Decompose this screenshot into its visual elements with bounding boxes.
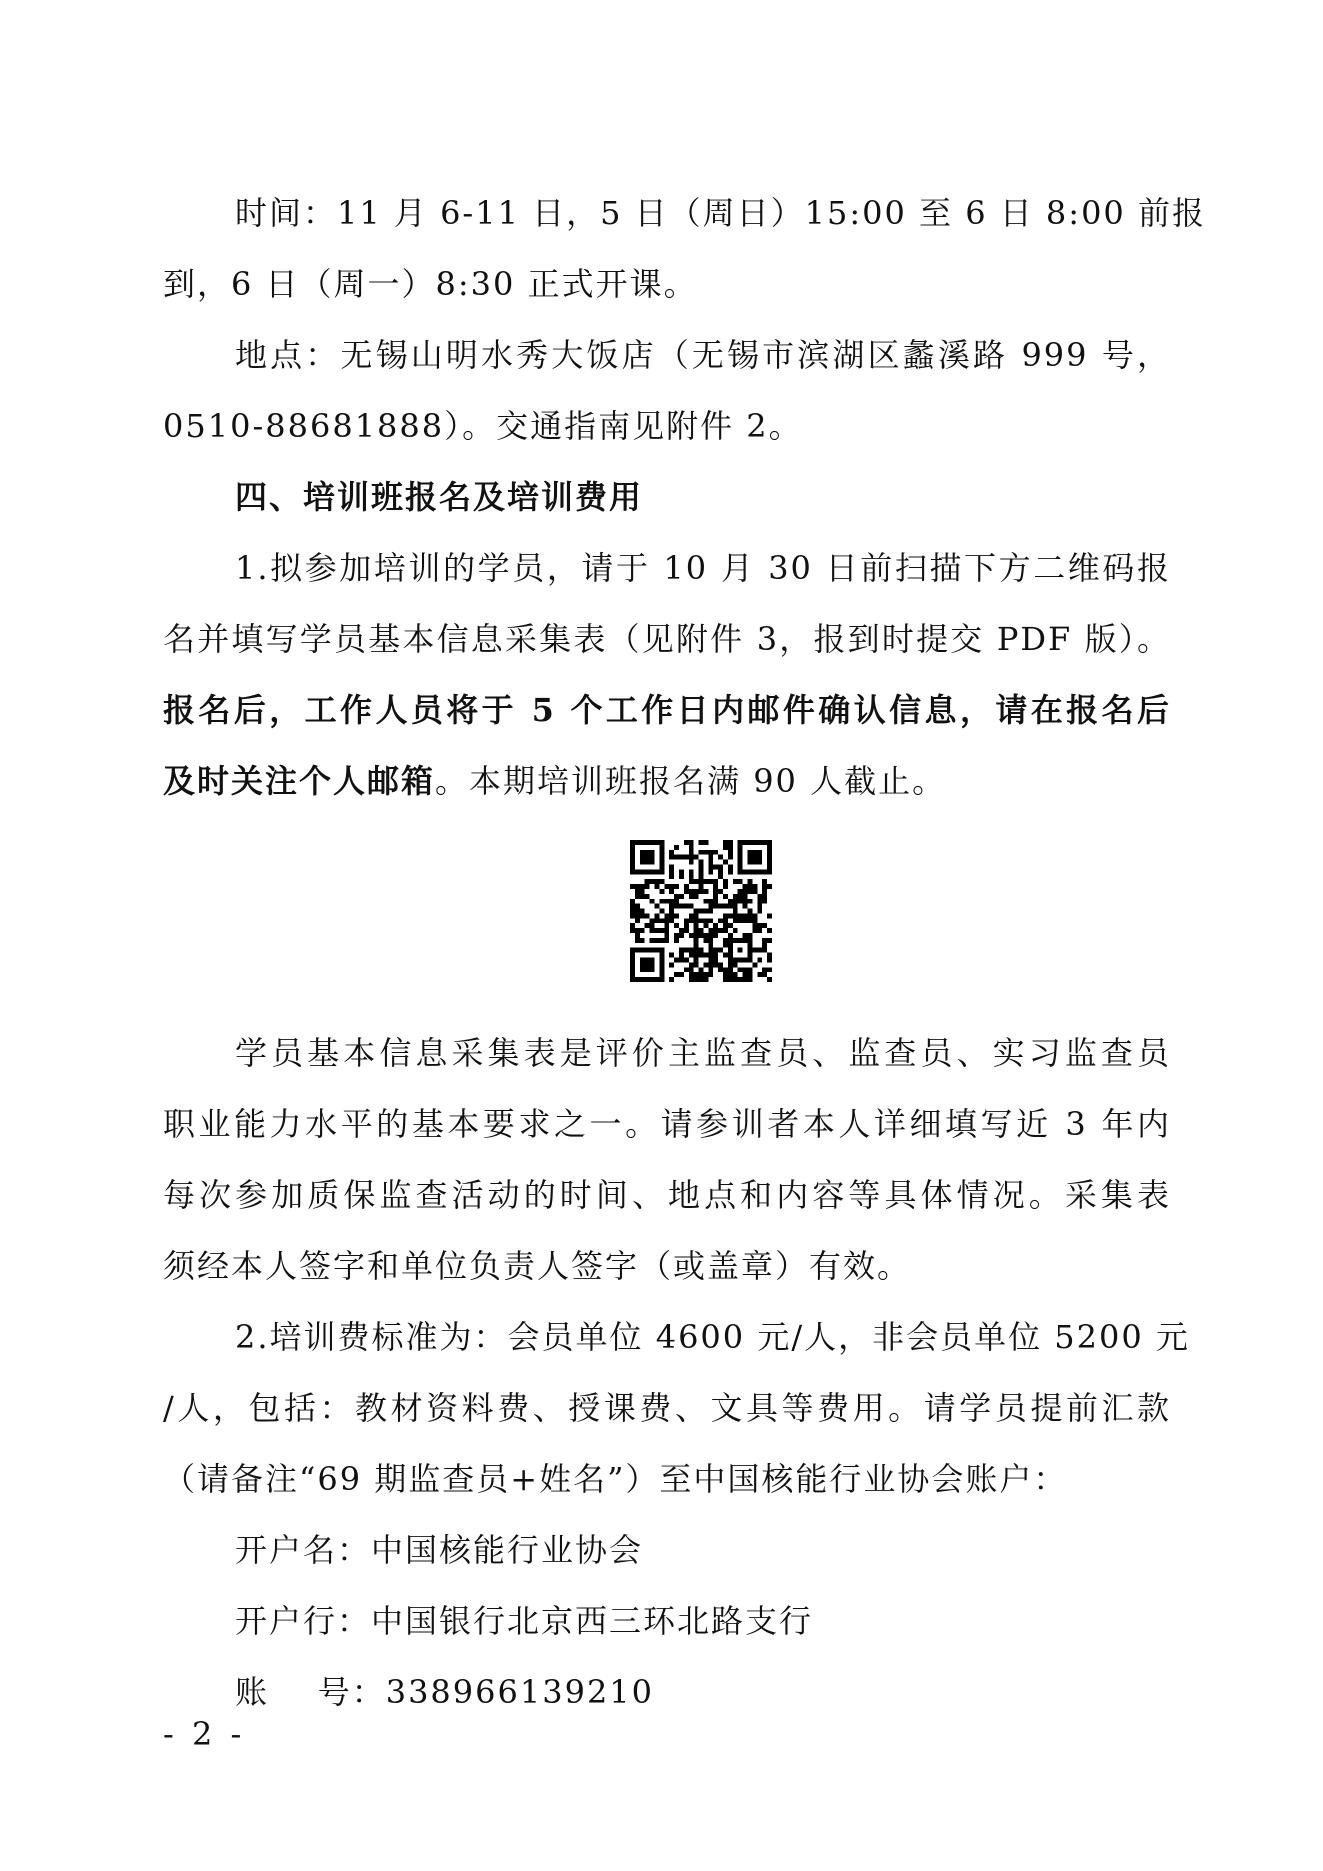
item-2-line-2: /人，包括：教材资料费、授课费、文具等费用。请学员提前汇款 [163, 1389, 1171, 1427]
item-2-line-1: 2.培训费标准为：会员单位 4600 元/人，非会员单位 5200 元 [235, 1318, 1190, 1356]
page-number: - 2 - [163, 1715, 246, 1753]
registration-limit-text: 。本期培训班报名满 90 人截止。 [435, 762, 947, 800]
info-form-line-4: 须经本人签字和单位负责人签字（或盖章）有效。 [163, 1247, 912, 1285]
time-line-1: 时间：11 月 6-11 日，5 日（周日）15:00 至 6 日 8:00 前报 [235, 194, 1206, 232]
account-number [163, 1657, 1171, 1728]
account-bank: 开户行：中国银行北京西三环北路支行 [235, 1602, 814, 1640]
item-2-paragraph [163, 1302, 1190, 1515]
info-form-line-3: 每次参加质保监查活动的时间、地点和内容等具体情况。采集表 [163, 1176, 1171, 1214]
time-line-2: 到，6 日（周一）8:30 正式开课。 [163, 265, 698, 303]
info-form-line-2: 职业能力水平的基本要求之一。请参训者本人详细填写近 3 年内 [163, 1105, 1171, 1143]
account-number-label: 账 号： [235, 1673, 386, 1711]
item-2-line-3: （请备注“69 期监查员+姓名”）至中国核能行业协会账户： [163, 1460, 1068, 1498]
personal-email-notice: 及时关注个人邮箱 [163, 762, 436, 800]
account-number-value: 338966139210 [385, 1673, 655, 1711]
item-1-line-1: 1.拟参加培训的学员，请于 10 月 30 日前扫描下方二维码报 [235, 549, 1171, 587]
info-form-paragraph [163, 1018, 1171, 1302]
time-paragraph [163, 178, 1206, 320]
account-info [163, 1515, 1171, 1728]
item-1-line-2: 名并填写学员基本信息采集表（见附件 3，报到时提交 PDF 版）。 [163, 620, 1171, 658]
account-name: 开户名：中国核能行业协会 [235, 1531, 644, 1569]
item-1-line-3-bold: 报名后，工作人员将于 5 个工作日内邮件确认信息，请在报名后 [163, 691, 1171, 729]
section-4-heading: 四、培训班报名及培训费用 [235, 478, 644, 516]
place-line-2: 0510-88681888）。交通指南见附件 2。 [163, 407, 803, 445]
qr-code-icon[interactable] [630, 840, 772, 982]
place-paragraph [163, 320, 1171, 462]
item-1-paragraph [163, 533, 1171, 817]
section-heading-registration [163, 462, 1171, 533]
item-1-line-4 [163, 746, 1171, 817]
info-form-line-1: 学员基本信息采集表是评价主监查员、监查员、实习监查员 [235, 1034, 1171, 1072]
place-line-1: 地点：无锡山明水秀大饭店（无锡市滨湖区蠡溪路 999 号， [235, 336, 1171, 374]
